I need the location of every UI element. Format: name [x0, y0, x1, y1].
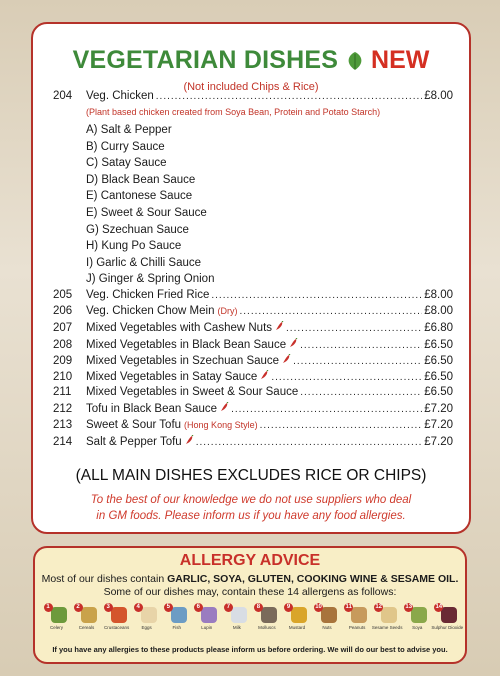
- menu-item-211: [53, 386, 453, 402]
- sauce-option: C) Satay Sauce: [86, 157, 167, 170]
- menu-item-205: [53, 289, 453, 305]
- subtitle: (Not included Chips & Rice): [183, 81, 319, 93]
- allergen-celery: [42, 603, 71, 639]
- sauce-option: D) Black Bean Sauce: [86, 173, 196, 186]
- allergen-number: 13: [405, 604, 413, 610]
- item-name: Salt & Pepper Tofu: [86, 435, 182, 448]
- chili-icon: [219, 402, 229, 412]
- item-number: 212: [53, 403, 73, 416]
- item-number: 204: [53, 90, 73, 102]
- allergen-number: 8: [254, 603, 263, 612]
- allergy-line-1-bold: GARLIC, SOYA, GLUTEN, COOKING WINE & SESAME OIL.: [167, 573, 459, 585]
- item-price: £8.00: [424, 305, 453, 318]
- allergen-cereals: [72, 603, 101, 639]
- menu-card: [31, 22, 471, 534]
- chili-icon: [259, 370, 269, 380]
- exclusion-note: (ALL MAIN DISHES EXCLUDES RICE OR CHIPS): [75, 467, 427, 484]
- sauce-option: B) Curry Sauce: [86, 140, 165, 153]
- item-name: Veg. Chicken: [86, 90, 154, 102]
- molluscs-icon: [254, 603, 280, 625]
- item-name: Veg. Chicken Fried Rice: [86, 289, 210, 301]
- sulphur-dioxide-icon: [434, 603, 460, 625]
- item-name: Sweet & Sour Tofu: [86, 418, 182, 431]
- allergy-box: [33, 546, 467, 664]
- allergen-icons: [42, 603, 462, 639]
- allergen-number: 14: [435, 604, 443, 610]
- allergy-line-1-prefix: Most of our dishes contain: [41, 573, 168, 585]
- item-number: 213: [53, 418, 73, 431]
- allergen-number: 5: [164, 603, 173, 612]
- allergen-molluscs: [252, 603, 281, 639]
- dot-leader: [293, 356, 422, 367]
- allergen-number: 7: [224, 603, 233, 612]
- allergen-label: Soya: [412, 625, 423, 630]
- dot-leader: [260, 420, 423, 431]
- allergen-label: Milk: [232, 625, 241, 630]
- sauce-option: E) Sweet & Sour Sauce: [86, 207, 207, 219]
- allergen-number: 3: [104, 603, 113, 612]
- chili-icon: [274, 321, 284, 331]
- chili-icon: [288, 338, 298, 348]
- allergen-mustard: [283, 603, 312, 639]
- celery-icon: [44, 603, 70, 625]
- allergen-number: 12: [375, 604, 383, 610]
- menu-item-212: [53, 402, 453, 418]
- item-price: £7.20: [424, 435, 453, 448]
- menu-title: VEGETARIAN DISHES: [72, 46, 339, 74]
- sauce-option: I) Garlic & Chilli Sauce: [86, 256, 202, 269]
- item-note: (Hong Kong Style): [184, 419, 258, 430]
- gm-line-1: To the best of our knowledge we do not use suppliers who deal: [90, 494, 412, 506]
- allergen-label: Peanuts: [348, 625, 366, 630]
- item-price: £6.50: [424, 386, 453, 399]
- allergen-label: Nuts: [322, 625, 332, 630]
- menu-item-208: [53, 338, 453, 354]
- dot-leader: [196, 437, 423, 448]
- item-name: Veg. Chicken Chow Mein: [86, 305, 215, 318]
- menu-item-209: [53, 354, 453, 370]
- crustaceans-icon: [104, 603, 130, 625]
- menu-item-213: [53, 419, 453, 435]
- dot-leader: [286, 323, 422, 334]
- item-name: Tofu in Black Bean Sauce: [86, 403, 218, 416]
- allergy-line-1: [35, 573, 465, 585]
- item-price: £7.20: [424, 418, 453, 431]
- menu-item-214: [53, 435, 453, 451]
- allergy-title: ALLERGY ADVICE: [179, 552, 321, 569]
- item-price: £6.50: [424, 354, 453, 367]
- item-number: 214: [53, 435, 73, 448]
- sauce-option: J) Ginger & Spring Onion: [86, 273, 215, 286]
- sauce-option: G) Szechuan Sauce: [86, 223, 189, 236]
- allergen-number: 9: [284, 603, 293, 612]
- sauce-option: E) Cantonese Sauce: [86, 190, 193, 203]
- item-price: £6.50: [424, 338, 453, 351]
- allergen-fish: [162, 603, 191, 639]
- item-name: Mixed Vegetables with Cashew Nuts: [86, 322, 273, 335]
- menu-item-207: [53, 321, 453, 337]
- item-number: 208: [53, 338, 73, 351]
- eggs-icon: [134, 603, 160, 625]
- nuts-icon: [314, 603, 340, 625]
- sesame-seeds-icon: [374, 603, 400, 625]
- allergen-sulphur-dioxide: [433, 603, 462, 639]
- dot-leader: [211, 290, 422, 301]
- dot-leader: [300, 387, 422, 398]
- allergen-nuts: [313, 603, 342, 639]
- mustard-icon: [284, 603, 310, 625]
- item-note: (Dry): [217, 306, 238, 317]
- allergen-sesame-seeds: [373, 603, 402, 639]
- allergen-peanuts: [343, 603, 372, 639]
- item-price: £6.50: [424, 371, 453, 383]
- dot-leader: [239, 306, 422, 317]
- allergen-milk: [222, 603, 251, 639]
- fish-icon: [164, 603, 190, 625]
- item-description: (Plant based chicken created from Soya Bean, Protein and Potato Starch): [86, 107, 381, 117]
- milk-icon: [224, 603, 250, 625]
- allergen-number: 2: [74, 603, 83, 612]
- item-number: 209: [53, 354, 73, 367]
- item-number: 207: [53, 322, 73, 335]
- allergen-label: Fish: [172, 625, 181, 630]
- allergen-label: Lupin: [201, 625, 213, 630]
- item-price: £8.00: [424, 289, 453, 301]
- sauce-option: H) Kung Po Sauce: [86, 240, 182, 253]
- dot-leader: [271, 372, 422, 383]
- menu-item-210: [53, 370, 453, 386]
- allergy-line-2: Some of our dishes may, contain these 14 allergens as follows:: [103, 586, 397, 598]
- allergen-number: 10: [315, 604, 322, 610]
- allergen-label: Molluscs: [258, 625, 276, 630]
- allergy-advise: If you have any allergies to these products please inform us before ordering. We will do our best to advise you.: [52, 645, 448, 654]
- item-name: Mixed Vegetables in Sweet & Sour Sauce: [86, 386, 299, 399]
- menu-item-206: [53, 305, 453, 321]
- menu-item-204: [53, 90, 453, 106]
- peanuts-icon: [344, 603, 370, 625]
- item-number: 210: [53, 371, 73, 383]
- dot-leader: [300, 340, 422, 351]
- leaf-icon: [345, 50, 365, 72]
- dot-leader: [156, 91, 422, 102]
- allergen-crustaceans: [102, 603, 131, 639]
- allergen-label: Sulphur Dioxide: [431, 625, 464, 630]
- allergen-number: 1: [44, 603, 53, 612]
- soya-icon: [404, 603, 430, 625]
- item-number: 206: [53, 305, 73, 318]
- title-row: [33, 46, 469, 75]
- lupin-icon: [194, 603, 220, 625]
- item-name: Mixed Vegetables in Black Bean Sauce: [86, 338, 287, 351]
- dot-leader: [231, 404, 422, 415]
- item-name: Mixed Vegetables in Szechuan Sauce: [86, 354, 280, 367]
- item-name: Mixed Vegetables in Satay Sauce: [86, 371, 258, 383]
- gm-notice: [33, 492, 469, 524]
- chili-icon: [281, 354, 291, 364]
- allergen-lupin: [192, 603, 221, 639]
- allergen-label: Mustard: [288, 625, 306, 630]
- allergen-number: 6: [194, 603, 203, 612]
- allergen-label: Crustaceans: [103, 625, 130, 630]
- item-price: £7.20: [424, 403, 453, 416]
- allergen-eggs: [132, 603, 161, 639]
- chili-icon: [184, 435, 194, 445]
- allergen-label: Celery: [49, 625, 63, 630]
- item-price: £6.80: [424, 322, 453, 335]
- item-number: 211: [53, 386, 72, 399]
- item-price: £8.00: [424, 90, 453, 102]
- sauce-option: A) Salt & Pepper: [86, 124, 172, 136]
- item-number: 205: [53, 289, 73, 301]
- allergen-number: 4: [134, 603, 143, 612]
- allergen-number: 11: [345, 604, 352, 610]
- allergen-label: Sesame Seeds: [371, 625, 403, 630]
- cereals-icon: [74, 603, 100, 625]
- allergen-label: Eggs: [141, 625, 152, 630]
- allergen-soya: [403, 603, 432, 639]
- gm-line-2: in GM foods. Please inform us if you have any food allergies.: [96, 510, 406, 522]
- allergen-label: Cereals: [78, 625, 95, 630]
- new-label: NEW: [371, 46, 430, 74]
